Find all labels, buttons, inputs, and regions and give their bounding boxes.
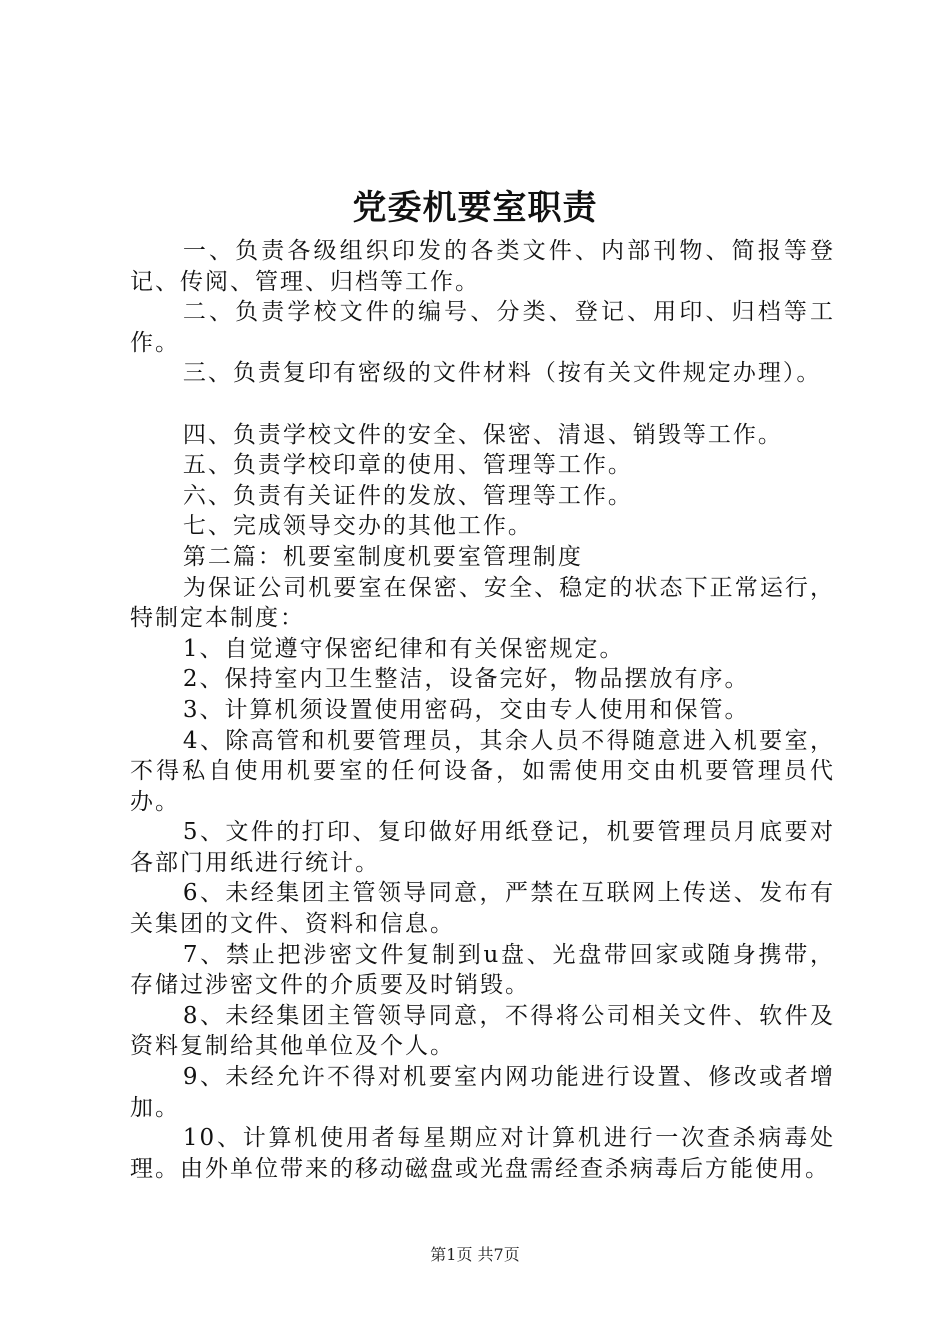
paragraph-duty-5: 五、负责学校印章的使用、管理等工作。	[182, 452, 633, 479]
document-body	[130, 236, 835, 1184]
paragraph-rule-4: 4、除高管和机要管理员，其余人员不得随意进入机要室，不得私自使用机要室的任何设备，如需使用交由机要管理员代办。	[130, 727, 835, 815]
paragraph-intro: 为保证公司机要室在保密、安全、稳定的状态下正常运行，特制定本制度：	[130, 574, 835, 632]
paragraph-duty-2: 二、负责学校文件的编号、分类、登记、用印、归档等工作。	[130, 299, 835, 356]
paragraph-duty-6: 六、负责有关证件的发放、管理等工作。	[182, 482, 633, 509]
paragraph-duty-1: 一、负责各级组织印发的各类文件、内部刊物、简报等登记、传阅、管理、归档等工作。	[130, 238, 835, 295]
paragraph-duty-4: 四、负责学校文件的安全、保密、清退、销毁等工作。	[182, 421, 783, 448]
paragraph-duty-7: 七、完成领导交办的其他工作。	[182, 513, 533, 540]
document-title: 党委机要室职责	[352, 188, 598, 228]
paragraph-rule-3: 3、计算机须设置使用密码，交由专人使用和保管。	[182, 696, 750, 723]
paragraph-rule-7: 7、禁止把涉密文件复制到u盘、光盘带回家或随身携带，存储过涉密文件的介质要及时销毁。	[130, 941, 835, 999]
paragraph-rule-5: 5、文件的打印、复印做好用纸登记，机要管理员月底要对各部门用纸进行统计。	[130, 819, 835, 876]
paragraph-rule-2: 2、保持室内卫生整洁，设备完好，物品摆放有序。	[182, 666, 750, 693]
section-heading-part-two: 第二篇：机要室制度机要室管理制度	[182, 543, 583, 570]
paragraph-rule-1: 1、自觉遵守保密纪律和有关保密规定。	[182, 635, 625, 662]
paragraph-rule-9: 9、未经允许不得对机要室内网功能进行设置、修改或者增加。	[130, 1064, 835, 1121]
paragraph-duty-3: 三、负责复印有密级的文件材料（按有关文件规定办理）。	[182, 360, 822, 387]
paragraph-rule-8: 8、未经集团主管领导同意，不得将公司相关文件、软件及资料复制给其他单位及个人。	[130, 1002, 835, 1060]
page-number: 第1页 共7页	[430, 1245, 520, 1264]
paragraph-rule-6: 6、未经集团主管领导同意，严禁在互联网上传送、发布有关集团的文件、资料和信息。	[130, 880, 835, 938]
paragraph-rule-10: 10、计算机使用者每星期应对计算机进行一次查杀病毒处理。由外单位带来的移动磁盘或光盘需经查杀病毒后方能使用。	[130, 1125, 835, 1182]
